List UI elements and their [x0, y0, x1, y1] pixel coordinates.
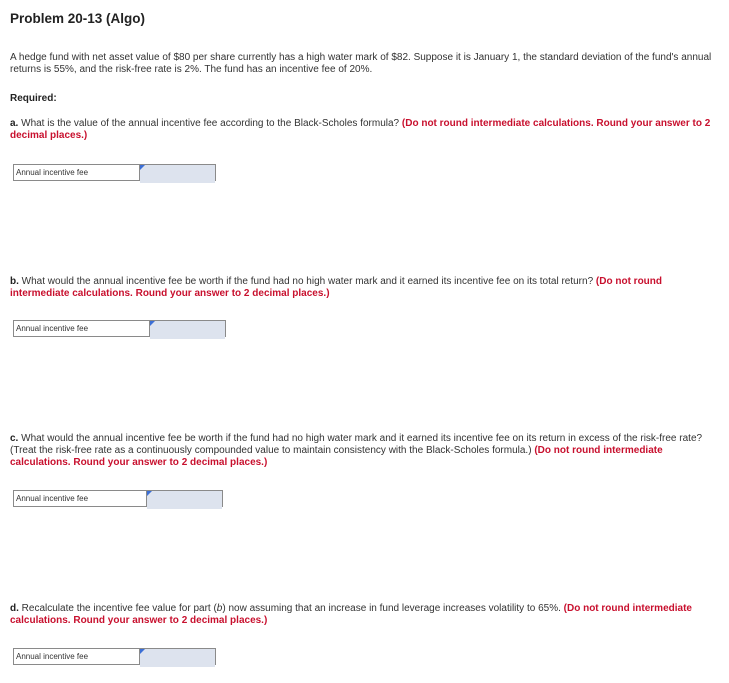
- part-b-instruction: (Do not round intermediate calculations. Round your answer to 2 decimal places.): [10, 276, 663, 299]
- part-a-answer-row: [13, 164, 216, 181]
- part-d-letter: d.: [10, 603, 19, 614]
- part-c-letter: c.: [10, 433, 19, 444]
- required-label: Required:: [10, 93, 57, 104]
- part-c-answer-input[interactable]: [147, 494, 222, 509]
- part-d-answer-row: [13, 648, 216, 665]
- part-b-answer-label: Annual incentive fee: [14, 321, 150, 336]
- part-a-answer-label: Annual incentive fee: [14, 165, 140, 180]
- problem-title: Problem 20-13 (Algo): [10, 11, 146, 26]
- part-d-text-pre: Recalculate the incentive fee value for part (: [21, 603, 217, 614]
- part-d-text-post: ) now assuming that an increase in fund leverage increases volatility to 65%.: [222, 603, 561, 614]
- part-c-answer-label: Annual incentive fee: [14, 491, 147, 506]
- part-b-text: What would the annual incentive fee be worth if the fund had no high water mark and it earned its incentive fee on its total return?: [21, 276, 594, 287]
- part-b-letter: b.: [10, 276, 19, 287]
- part-c-input-wrap: [147, 491, 222, 506]
- part-c-question: [10, 433, 720, 469]
- part-a-text: What is the value of the annual incentive fee according to the Black-Scholes formula?: [21, 118, 400, 129]
- part-d-text-ref: b: [216, 603, 223, 614]
- part-c-answer-row: [13, 490, 223, 507]
- part-b-question: [10, 276, 720, 300]
- part-d-question: [10, 603, 720, 627]
- part-a-instruction: (Do not round intermediate calculations. Round your answer to 2 decimal places.): [10, 118, 711, 141]
- part-b-answer-row: [13, 320, 226, 337]
- part-a-letter: a.: [10, 118, 19, 129]
- problem-intro: A hedge fund with net asset value of $80 per share currently has a high water mark of $82. Suppose it is January 1, the standard deviation of the fund's annual returns is 55%, and the risk-free rate is 2%. The fund has an incentive fee of 20%.: [10, 52, 712, 75]
- part-d-input-wrap: [140, 649, 215, 664]
- part-b-answer-input[interactable]: [150, 324, 225, 339]
- part-c-text: What would the annual incentive fee be worth if the fund had no high water mark and it earned its incentive fee on its return in excess of the risk-free rate? (Treat the risk-free rate as a continuously compounded value to maintain consistency with the Black-Scholes formula.): [10, 433, 703, 456]
- part-a-question: [10, 118, 720, 142]
- part-d-answer-input[interactable]: [140, 652, 215, 667]
- part-a-input-wrap: [140, 165, 215, 180]
- part-a-answer-input[interactable]: [140, 168, 215, 183]
- part-b-input-wrap: [150, 321, 225, 336]
- part-c-instruction: (Do not round intermediate calculations. Round your answer to 2 decimal places.): [10, 445, 663, 468]
- part-d-answer-label: Annual incentive fee: [14, 649, 140, 664]
- part-d-instruction: (Do not round intermediate calculations. Round your answer to 2 decimal places.): [10, 603, 692, 626]
